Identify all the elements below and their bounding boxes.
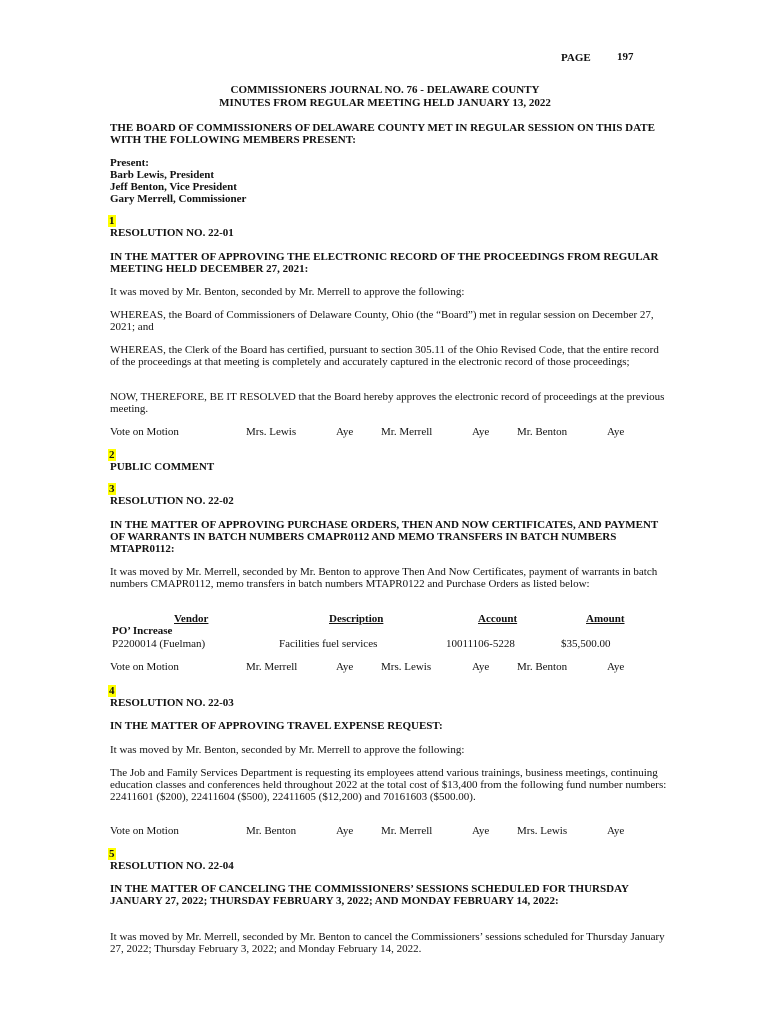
item-number-2: 2 [109, 449, 115, 461]
vote-member: Mr. Merrell [381, 825, 433, 837]
vote-label: Vote on Motion [110, 426, 179, 438]
item4-moved: It was moved by Mr. Benton, seconded by Mr. Merrell to approve the following: [110, 744, 465, 756]
vote-value: Aye [607, 661, 625, 673]
item-number-5: 5 [109, 848, 115, 860]
resolution-22-04: RESOLUTION NO. 22-04 [110, 860, 234, 872]
col-header-account: Account [478, 613, 518, 625]
resolution-22-03: RESOLUTION NO. 22-03 [110, 697, 234, 709]
vote-value: Aye [472, 825, 490, 837]
vote-value: Aye [472, 426, 490, 438]
item1-whereas-1: WHEREAS, the Board of Commissioners of Delaware County, Ohio (the “Board”) met in regular session on December 27, 2021; and [110, 309, 654, 333]
item5-moved: It was moved by Mr. Merrell, seconded by Mr. Benton to cancel the Commissioners’ sessions scheduled for Thursday January 27, 2022; Thursday February 3, 2022; and Monday February 14, 2022. [110, 931, 665, 955]
resolution-22-02: RESOLUTION NO. 22-02 [110, 495, 234, 507]
item-number-4: 4 [109, 685, 115, 697]
vote-value: Aye [472, 661, 490, 673]
item5-title: IN THE MATTER OF CANCELING THE COMMISSIONERS’ SESSIONS SCHEDULED FOR THURSDAY JANUARY 27, 2022; THURSDAY FEBRUARY 3, 2022; AND MONDAY FEBRUARY 14, 2022: [110, 883, 629, 907]
item3-title: IN THE MATTER OF APPROVING PURCHASE ORDERS, THEN AND NOW CERTIFICATES, AND PAYMENT OF WARRANTS IN BATCH NUMBERS CMAPR0112 AND MEMO TRANSFERS IN BATCH NUMBERS MTAPR0112: [110, 519, 659, 555]
item3-moved: It was moved by Mr. Merrell, seconded by Mr. Benton to approve Then And Now Certificates, payment of warrants in batch numbers CMAPR0112, memo transfers in batch numbers MTAPR0122 and Purchase Orders as listed below: [110, 566, 658, 590]
public-comment-heading: PUBLIC COMMENT [110, 461, 215, 473]
item1-title: IN THE MATTER OF APPROVING THE ELECTRONIC RECORD OF THE PROCEEDINGS FROM REGULAR MEETING HELD DECEMBER 27, 2021: [110, 251, 659, 275]
vote-value: Aye [336, 426, 354, 438]
vote-member: Mr. Merrell [246, 661, 298, 673]
col-header-vendor: Vendor [174, 613, 209, 625]
vote-member: Mrs. Lewis [517, 825, 568, 837]
vote-value: Aye [336, 661, 354, 673]
member-2: Jeff Benton, Vice President [110, 181, 237, 193]
item1-resolved: NOW, THEREFORE, BE IT RESOLVED that the Board hereby approves the electronic record of proceedings at the previous meeting. [110, 391, 665, 415]
vote-value: Aye [607, 426, 625, 438]
col-header-description: Description [329, 613, 384, 625]
member-3: Gary Merrell, Commissioner [110, 193, 247, 205]
resolution-22-01: RESOLUTION NO. 22-01 [110, 227, 234, 239]
page-number: 197 [617, 51, 634, 63]
po-increase-label: PO’ Increase [112, 625, 173, 637]
vote-value: Aye [336, 825, 354, 837]
cell-amount: $35,500.00 [561, 638, 611, 650]
minutes-title: MINUTES FROM REGULAR MEETING HELD JANUARY 13, 2022 [219, 97, 551, 109]
member-1: Barb Lewis, President [110, 169, 214, 181]
col-header-amount: Amount [586, 613, 625, 625]
page-label: PAGE [561, 52, 591, 64]
item4-body: The Job and Family Services Department is requesting its employees attend various trainings, business meetings, continuing education classes and conferences held throughout 2022 at the total cost of $13,400 from the following fund number numbers: 22411601 ($200), 22411604 ($500), 22411605 ($12,200) and 70161603 ($500.00). [110, 767, 667, 803]
vote-member: Mr. Benton [246, 825, 297, 837]
vote-member: Mr. Benton [517, 426, 568, 438]
present-label: Present: [110, 157, 149, 169]
session-statement: THE BOARD OF COMMISSIONERS OF DELAWARE COUNTY MET IN REGULAR SESSION ON THIS DATE WITH THE FOLLOWING MEMBERS PRESENT: [110, 122, 655, 146]
vote-member: Mr. Merrell [381, 426, 433, 438]
vote-member: Mr. Benton [517, 661, 568, 673]
item1-moved: It was moved by Mr. Benton, seconded by Mr. Merrell to approve the following: [110, 286, 465, 298]
cell-account: 10011106-5228 [446, 638, 515, 650]
journal-title: COMMISSIONERS JOURNAL NO. 76 - DELAWARE COUNTY [230, 84, 540, 96]
item4-title: IN THE MATTER OF APPROVING TRAVEL EXPENSE REQUEST: [110, 720, 443, 732]
item-number-3: 3 [109, 483, 115, 495]
vote-value: Aye [607, 825, 625, 837]
vote-label: Vote on Motion [110, 661, 179, 673]
cell-description: Facilities fuel services [279, 638, 378, 650]
cell-vendor: P2200014 (Fuelman) [112, 638, 206, 650]
vote-member: Mrs. Lewis [381, 661, 432, 673]
item-number-1: 1 [109, 215, 115, 227]
item1-whereas-2: WHEREAS, the Clerk of the Board has certified, pursuant to section 305.11 of the Ohio Revised Code, that the entire record of the proceedings at that meeting is completely and accurately captured in the electronic record of those proceedings; [110, 344, 659, 368]
vote-member: Mrs. Lewis [246, 426, 297, 438]
vote-label: Vote on Motion [110, 825, 179, 837]
